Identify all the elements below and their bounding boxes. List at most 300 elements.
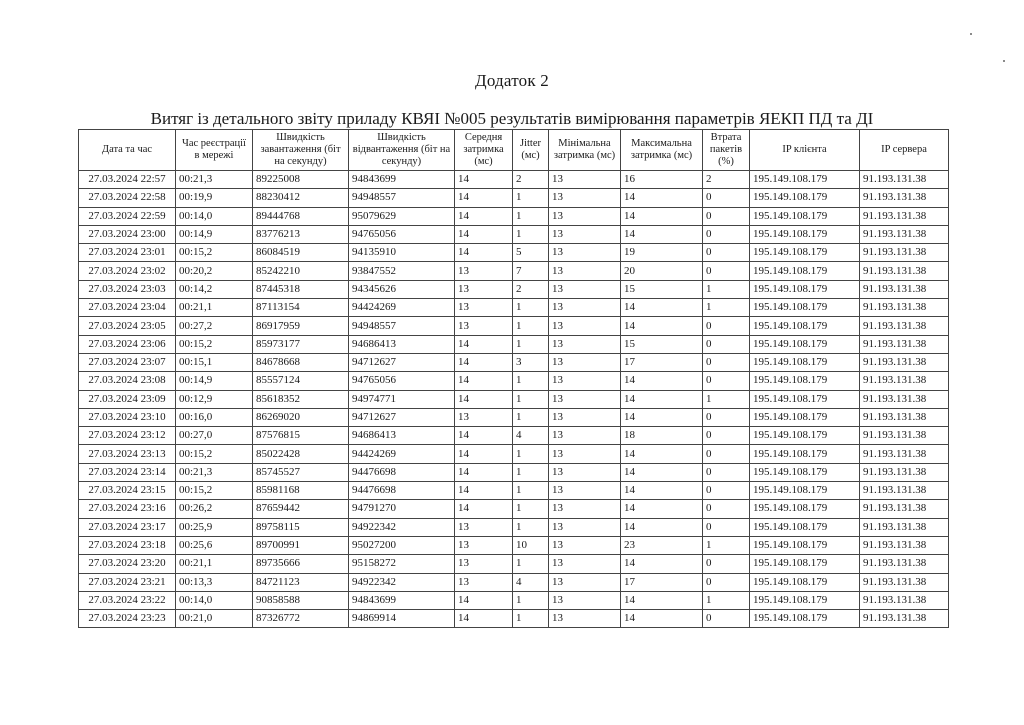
table-cell: 94948557 bbox=[349, 189, 455, 207]
table-cell: 94869914 bbox=[349, 610, 455, 628]
table-cell: 91.193.131.38 bbox=[860, 500, 949, 518]
table-cell: 14 bbox=[455, 372, 513, 390]
table-cell: 195.149.108.179 bbox=[750, 171, 860, 189]
table-cell: 91.193.131.38 bbox=[860, 189, 949, 207]
table-row bbox=[79, 482, 949, 500]
table-cell: 13 bbox=[455, 280, 513, 298]
table-cell: 94974771 bbox=[349, 390, 455, 408]
table-cell: 94791270 bbox=[349, 500, 455, 518]
table-row bbox=[79, 299, 949, 317]
table-cell: 14 bbox=[621, 189, 703, 207]
table-cell: 4 bbox=[513, 573, 549, 591]
table-cell: 00:13,3 bbox=[176, 573, 253, 591]
table-body bbox=[79, 171, 949, 628]
table-cell: 85557124 bbox=[253, 372, 349, 390]
table-cell: 195.149.108.179 bbox=[750, 189, 860, 207]
table-cell: 14 bbox=[455, 482, 513, 500]
table-cell: 0 bbox=[703, 427, 750, 445]
table-cell: 13 bbox=[549, 225, 621, 243]
table-row bbox=[79, 555, 949, 573]
table-cell: 1 bbox=[513, 610, 549, 628]
table-cell: 15 bbox=[621, 280, 703, 298]
table-cell: 14 bbox=[621, 372, 703, 390]
table-cell: 195.149.108.179 bbox=[750, 555, 860, 573]
table-cell: 94476698 bbox=[349, 482, 455, 500]
table-cell: 14 bbox=[455, 463, 513, 481]
table-cell: 13 bbox=[549, 427, 621, 445]
table-cell: 27.03.2024 23:08 bbox=[79, 372, 176, 390]
table-cell: 94686413 bbox=[349, 335, 455, 353]
table-cell: 94424269 bbox=[349, 445, 455, 463]
table-row bbox=[79, 335, 949, 353]
table-cell: 14 bbox=[455, 207, 513, 225]
col-header-server-ip: IP сервера bbox=[860, 130, 949, 171]
table-cell: 0 bbox=[703, 317, 750, 335]
table-cell: 1 bbox=[703, 390, 750, 408]
table-cell: 195.149.108.179 bbox=[750, 372, 860, 390]
table-cell: 0 bbox=[703, 610, 750, 628]
table-cell: 13 bbox=[549, 262, 621, 280]
table-cell: 0 bbox=[703, 518, 750, 536]
table-cell: 13 bbox=[455, 408, 513, 426]
table-cell: 13 bbox=[549, 299, 621, 317]
table-cell: 94765056 bbox=[349, 225, 455, 243]
table-cell: 91.193.131.38 bbox=[860, 536, 949, 554]
table-row bbox=[79, 225, 949, 243]
table-cell: 27.03.2024 23:12 bbox=[79, 427, 176, 445]
table-cell: 91.193.131.38 bbox=[860, 482, 949, 500]
table-cell: 27.03.2024 23:18 bbox=[79, 536, 176, 554]
table-row bbox=[79, 518, 949, 536]
table-cell: 91.193.131.38 bbox=[860, 171, 949, 189]
table-cell: 00:15,2 bbox=[176, 244, 253, 262]
table-cell: 2 bbox=[513, 171, 549, 189]
table-cell: 91.193.131.38 bbox=[860, 463, 949, 481]
table-row bbox=[79, 500, 949, 518]
table-cell: 89735666 bbox=[253, 555, 349, 573]
table-cell: 20 bbox=[621, 262, 703, 280]
table-cell: 00:21,1 bbox=[176, 299, 253, 317]
table-cell: 13 bbox=[549, 591, 621, 609]
table-cell: 1 bbox=[513, 390, 549, 408]
table-cell: 195.149.108.179 bbox=[750, 225, 860, 243]
table-cell: 00:25,9 bbox=[176, 518, 253, 536]
table-cell: 13 bbox=[549, 189, 621, 207]
table-cell: 00:21,3 bbox=[176, 171, 253, 189]
table-cell: 0 bbox=[703, 335, 750, 353]
table-cell: 16 bbox=[621, 171, 703, 189]
table-cell: 91.193.131.38 bbox=[860, 610, 949, 628]
table-cell: 00:15,2 bbox=[176, 482, 253, 500]
table-cell: 86917959 bbox=[253, 317, 349, 335]
col-header-registration-time: Час реєстрації в мережі bbox=[176, 130, 253, 171]
table-cell: 1 bbox=[703, 280, 750, 298]
table-cell: 00:19,9 bbox=[176, 189, 253, 207]
table-cell: 89444768 bbox=[253, 207, 349, 225]
table-cell: 0 bbox=[703, 573, 750, 591]
table-cell: 91.193.131.38 bbox=[860, 262, 949, 280]
table-cell: 13 bbox=[549, 171, 621, 189]
table-cell: 13 bbox=[455, 536, 513, 554]
col-header-jitter: Jitter (мс) bbox=[513, 130, 549, 171]
table-cell: 5 bbox=[513, 244, 549, 262]
table-cell: 91.193.131.38 bbox=[860, 408, 949, 426]
table-cell: 87659442 bbox=[253, 500, 349, 518]
table-cell: 13 bbox=[549, 482, 621, 500]
table-cell: 14 bbox=[621, 518, 703, 536]
table-cell: 95079629 bbox=[349, 207, 455, 225]
table-cell: 14 bbox=[621, 207, 703, 225]
table-cell: 27.03.2024 23:21 bbox=[79, 573, 176, 591]
table-cell: 14 bbox=[455, 427, 513, 445]
table-cell: 91.193.131.38 bbox=[860, 353, 949, 371]
table-cell: 27.03.2024 23:15 bbox=[79, 482, 176, 500]
table-cell: 13 bbox=[549, 536, 621, 554]
table-cell: 14 bbox=[621, 390, 703, 408]
table-cell: 195.149.108.179 bbox=[750, 262, 860, 280]
table-cell: 14 bbox=[455, 171, 513, 189]
col-header-datetime: Дата та час bbox=[79, 130, 176, 171]
table-row bbox=[79, 171, 949, 189]
table-cell: 13 bbox=[549, 207, 621, 225]
table-cell: 13 bbox=[549, 280, 621, 298]
table-cell: 195.149.108.179 bbox=[750, 500, 860, 518]
table-cell: 13 bbox=[549, 610, 621, 628]
table-cell: 00:21,3 bbox=[176, 463, 253, 481]
table-cell: 0 bbox=[703, 225, 750, 243]
table-cell: 27.03.2024 23:04 bbox=[79, 299, 176, 317]
table-cell: 13 bbox=[549, 518, 621, 536]
table-cell: 13 bbox=[549, 408, 621, 426]
table-cell: 13 bbox=[455, 262, 513, 280]
table-cell: 27.03.2024 23:22 bbox=[79, 591, 176, 609]
table-row bbox=[79, 390, 949, 408]
table-cell: 14 bbox=[455, 500, 513, 518]
table-cell: 00:14,9 bbox=[176, 372, 253, 390]
table-cell: 2 bbox=[703, 171, 750, 189]
measurement-table bbox=[78, 129, 949, 628]
table-cell: 1 bbox=[513, 445, 549, 463]
table-cell: 13 bbox=[549, 390, 621, 408]
table-cell: 00:21,0 bbox=[176, 610, 253, 628]
table-cell: 91.193.131.38 bbox=[860, 591, 949, 609]
table-cell: 13 bbox=[549, 335, 621, 353]
table-cell: 1 bbox=[513, 189, 549, 207]
table-cell: 94424269 bbox=[349, 299, 455, 317]
table-cell: 27.03.2024 23:00 bbox=[79, 225, 176, 243]
table-cell: 195.149.108.179 bbox=[750, 280, 860, 298]
table-cell: 0 bbox=[703, 463, 750, 481]
table-cell: 95158272 bbox=[349, 555, 455, 573]
col-header-avg-latency: Середня затримка (мс) bbox=[455, 130, 513, 171]
table-cell: 00:15,2 bbox=[176, 335, 253, 353]
table-cell: 93847552 bbox=[349, 262, 455, 280]
table-row bbox=[79, 280, 949, 298]
table-cell: 00:14,9 bbox=[176, 225, 253, 243]
table-cell: 27.03.2024 23:01 bbox=[79, 244, 176, 262]
table-cell: 1 bbox=[513, 500, 549, 518]
table-cell: 195.149.108.179 bbox=[750, 207, 860, 225]
table-cell: 14 bbox=[455, 610, 513, 628]
table-cell: 85981168 bbox=[253, 482, 349, 500]
col-header-max-latency: Максимальна затримка (мс) bbox=[621, 130, 703, 171]
table-cell: 0 bbox=[703, 207, 750, 225]
table-cell: 27.03.2024 23:16 bbox=[79, 500, 176, 518]
table-cell: 84678668 bbox=[253, 353, 349, 371]
table-cell: 195.149.108.179 bbox=[750, 244, 860, 262]
table-cell: 195.149.108.179 bbox=[750, 591, 860, 609]
table-cell: 89225008 bbox=[253, 171, 349, 189]
table-cell: 0 bbox=[703, 189, 750, 207]
table-cell: 91.193.131.38 bbox=[860, 299, 949, 317]
table-cell: 14 bbox=[455, 445, 513, 463]
table-cell: 85973177 bbox=[253, 335, 349, 353]
table-cell: 00:27,2 bbox=[176, 317, 253, 335]
table-cell: 195.149.108.179 bbox=[750, 390, 860, 408]
table-cell: 00:15,1 bbox=[176, 353, 253, 371]
table-cell: 1 bbox=[513, 207, 549, 225]
table-cell: 195.149.108.179 bbox=[750, 353, 860, 371]
table-header-row bbox=[79, 130, 949, 171]
table-cell: 1 bbox=[513, 317, 549, 335]
table-cell: 17 bbox=[621, 573, 703, 591]
table-cell: 91.193.131.38 bbox=[860, 518, 949, 536]
table-cell: 27.03.2024 22:57 bbox=[79, 171, 176, 189]
table-cell: 91.193.131.38 bbox=[860, 390, 949, 408]
table-cell: 95027200 bbox=[349, 536, 455, 554]
table-cell: 195.149.108.179 bbox=[750, 536, 860, 554]
table-cell: 00:14,2 bbox=[176, 280, 253, 298]
table-cell: 1 bbox=[513, 335, 549, 353]
table-cell: 00:25,6 bbox=[176, 536, 253, 554]
table-cell: 14 bbox=[455, 390, 513, 408]
table-cell: 88230412 bbox=[253, 189, 349, 207]
table-cell: 195.149.108.179 bbox=[750, 518, 860, 536]
table-cell: 13 bbox=[549, 573, 621, 591]
table-row bbox=[79, 207, 949, 225]
table-cell: 13 bbox=[549, 445, 621, 463]
table-cell: 13 bbox=[455, 299, 513, 317]
table-cell: 91.193.131.38 bbox=[860, 225, 949, 243]
table-cell: 1 bbox=[513, 482, 549, 500]
table-cell: 84721123 bbox=[253, 573, 349, 591]
table-cell: 13 bbox=[549, 500, 621, 518]
table-cell: 15 bbox=[621, 335, 703, 353]
table-cell: 14 bbox=[621, 555, 703, 573]
table-cell: 89758115 bbox=[253, 518, 349, 536]
table-cell: 86269020 bbox=[253, 408, 349, 426]
table-cell: 27.03.2024 23:07 bbox=[79, 353, 176, 371]
table-cell: 18 bbox=[621, 427, 703, 445]
table-cell: 87445318 bbox=[253, 280, 349, 298]
table-cell: 91.193.131.38 bbox=[860, 573, 949, 591]
table-cell: 27.03.2024 22:59 bbox=[79, 207, 176, 225]
annex-label: Додаток 2 bbox=[475, 71, 549, 90]
table-cell: 14 bbox=[455, 591, 513, 609]
table-cell: 195.149.108.179 bbox=[750, 445, 860, 463]
table-row bbox=[79, 427, 949, 445]
table-cell: 14 bbox=[621, 225, 703, 243]
table-row bbox=[79, 262, 949, 280]
table-cell: 91.193.131.38 bbox=[860, 335, 949, 353]
table-row bbox=[79, 536, 949, 554]
table-cell: 91.193.131.38 bbox=[860, 372, 949, 390]
table-cell: 0 bbox=[703, 262, 750, 280]
table-cell: 17 bbox=[621, 353, 703, 371]
table-cell: 00:27,0 bbox=[176, 427, 253, 445]
table-cell: 14 bbox=[455, 225, 513, 243]
table-cell: 0 bbox=[703, 372, 750, 390]
table-cell: 27.03.2024 22:58 bbox=[79, 189, 176, 207]
table-cell: 14 bbox=[455, 353, 513, 371]
table-cell: 00:26,2 bbox=[176, 500, 253, 518]
table-cell: 94712627 bbox=[349, 408, 455, 426]
table-cell: 13 bbox=[549, 555, 621, 573]
table-cell: 13 bbox=[455, 518, 513, 536]
table-cell: 1 bbox=[513, 372, 549, 390]
table-cell: 27.03.2024 23:23 bbox=[79, 610, 176, 628]
table-cell: 90858588 bbox=[253, 591, 349, 609]
col-header-upload-speed: Швидкість відвантаження (біт на секунду) bbox=[349, 130, 455, 171]
table-cell: 14 bbox=[621, 500, 703, 518]
table-cell: 14 bbox=[621, 610, 703, 628]
table-cell: 195.149.108.179 bbox=[750, 482, 860, 500]
table-cell: 13 bbox=[549, 463, 621, 481]
table-row bbox=[79, 189, 949, 207]
table-cell: 94922342 bbox=[349, 573, 455, 591]
table-cell: 91.193.131.38 bbox=[860, 445, 949, 463]
table-cell: 27.03.2024 23:06 bbox=[79, 335, 176, 353]
table-cell: 14 bbox=[455, 244, 513, 262]
table-cell: 23 bbox=[621, 536, 703, 554]
table-cell: 14 bbox=[621, 463, 703, 481]
table-cell: 19 bbox=[621, 244, 703, 262]
table-cell: 94135910 bbox=[349, 244, 455, 262]
table-cell: 1 bbox=[513, 591, 549, 609]
table-cell: 85022428 bbox=[253, 445, 349, 463]
table-cell: 1 bbox=[513, 463, 549, 481]
table-cell: 195.149.108.179 bbox=[750, 299, 860, 317]
table-cell: 87576815 bbox=[253, 427, 349, 445]
table-cell: 13 bbox=[455, 555, 513, 573]
table-cell: 195.149.108.179 bbox=[750, 335, 860, 353]
table-cell: 14 bbox=[621, 299, 703, 317]
table-cell: 1 bbox=[513, 518, 549, 536]
table-cell: 00:12,9 bbox=[176, 390, 253, 408]
col-header-packet-loss: Втрата пакетів (%) bbox=[703, 130, 750, 171]
table-cell: 195.149.108.179 bbox=[750, 317, 860, 335]
table-row bbox=[79, 408, 949, 426]
table-cell: 13 bbox=[549, 372, 621, 390]
table-cell: 1 bbox=[513, 408, 549, 426]
table-cell: 94686413 bbox=[349, 427, 455, 445]
table-row bbox=[79, 463, 949, 481]
table-cell: 14 bbox=[621, 482, 703, 500]
table-cell: 14 bbox=[455, 189, 513, 207]
table-cell: 195.149.108.179 bbox=[750, 463, 860, 481]
table-cell: 1 bbox=[513, 555, 549, 573]
table-cell: 14 bbox=[621, 445, 703, 463]
table-cell: 91.193.131.38 bbox=[860, 280, 949, 298]
table-cell: 27.03.2024 23:17 bbox=[79, 518, 176, 536]
table-cell: 14 bbox=[455, 335, 513, 353]
table-cell: 1 bbox=[513, 225, 549, 243]
table-row bbox=[79, 372, 949, 390]
table-cell: 91.193.131.38 bbox=[860, 207, 949, 225]
table-cell: 94765056 bbox=[349, 372, 455, 390]
table-cell: 83776213 bbox=[253, 225, 349, 243]
table-cell: 13 bbox=[455, 317, 513, 335]
table-cell: 91.193.131.38 bbox=[860, 427, 949, 445]
table-cell: 1 bbox=[703, 299, 750, 317]
scan-speck bbox=[1003, 60, 1005, 62]
table-cell: 87113154 bbox=[253, 299, 349, 317]
table-cell: 27.03.2024 23:20 bbox=[79, 555, 176, 573]
table-cell: 91.193.131.38 bbox=[860, 244, 949, 262]
table-row bbox=[79, 573, 949, 591]
table-cell: 13 bbox=[549, 353, 621, 371]
table-cell: 94476698 bbox=[349, 463, 455, 481]
table-cell: 10 bbox=[513, 536, 549, 554]
table-cell: 0 bbox=[703, 482, 750, 500]
table-cell: 14 bbox=[621, 408, 703, 426]
table-cell: 3 bbox=[513, 353, 549, 371]
table-row bbox=[79, 445, 949, 463]
table-cell: 7 bbox=[513, 262, 549, 280]
table-row bbox=[79, 317, 949, 335]
table-cell: 85242210 bbox=[253, 262, 349, 280]
table-cell: 27.03.2024 23:13 bbox=[79, 445, 176, 463]
table-cell: 13 bbox=[549, 317, 621, 335]
table-cell: 1 bbox=[703, 591, 750, 609]
table-row bbox=[79, 353, 949, 371]
table-cell: 27.03.2024 23:14 bbox=[79, 463, 176, 481]
table-cell: 94922342 bbox=[349, 518, 455, 536]
table-cell: 91.193.131.38 bbox=[860, 555, 949, 573]
table-cell: 14 bbox=[621, 317, 703, 335]
table-cell: 195.149.108.179 bbox=[750, 427, 860, 445]
table-cell: 27.03.2024 23:03 bbox=[79, 280, 176, 298]
table-cell: 195.149.108.179 bbox=[750, 610, 860, 628]
table-cell: 13 bbox=[455, 573, 513, 591]
table-row bbox=[79, 244, 949, 262]
table-cell: 195.149.108.179 bbox=[750, 408, 860, 426]
col-header-min-latency: Мінімальна затримка (мс) bbox=[549, 130, 621, 171]
table-cell: 27.03.2024 23:10 bbox=[79, 408, 176, 426]
table-cell: 91.193.131.38 bbox=[860, 317, 949, 335]
table-cell: 0 bbox=[703, 555, 750, 573]
document-heading: Витяг із детального звіту приладу КВЯІ №005 результатів вимірювання параметрів ЯЕКП ПД та ДІ bbox=[150, 109, 874, 128]
table-cell: 00:15,2 bbox=[176, 445, 253, 463]
table-cell: 1 bbox=[513, 299, 549, 317]
table-cell: 0 bbox=[703, 353, 750, 371]
table-cell: 14 bbox=[621, 591, 703, 609]
table-cell: 00:14,0 bbox=[176, 207, 253, 225]
table-cell: 87326772 bbox=[253, 610, 349, 628]
table-cell: 94345626 bbox=[349, 280, 455, 298]
table-cell: 0 bbox=[703, 244, 750, 262]
table-cell: 86084519 bbox=[253, 244, 349, 262]
col-header-client-ip: IP клієнта bbox=[750, 130, 860, 171]
table-cell: 94948557 bbox=[349, 317, 455, 335]
table-cell: 94843699 bbox=[349, 591, 455, 609]
table-row bbox=[79, 591, 949, 609]
table-cell: 00:21,1 bbox=[176, 555, 253, 573]
table-cell: 27.03.2024 23:02 bbox=[79, 262, 176, 280]
table-cell: 4 bbox=[513, 427, 549, 445]
table-cell: 13 bbox=[549, 244, 621, 262]
table-cell: 2 bbox=[513, 280, 549, 298]
